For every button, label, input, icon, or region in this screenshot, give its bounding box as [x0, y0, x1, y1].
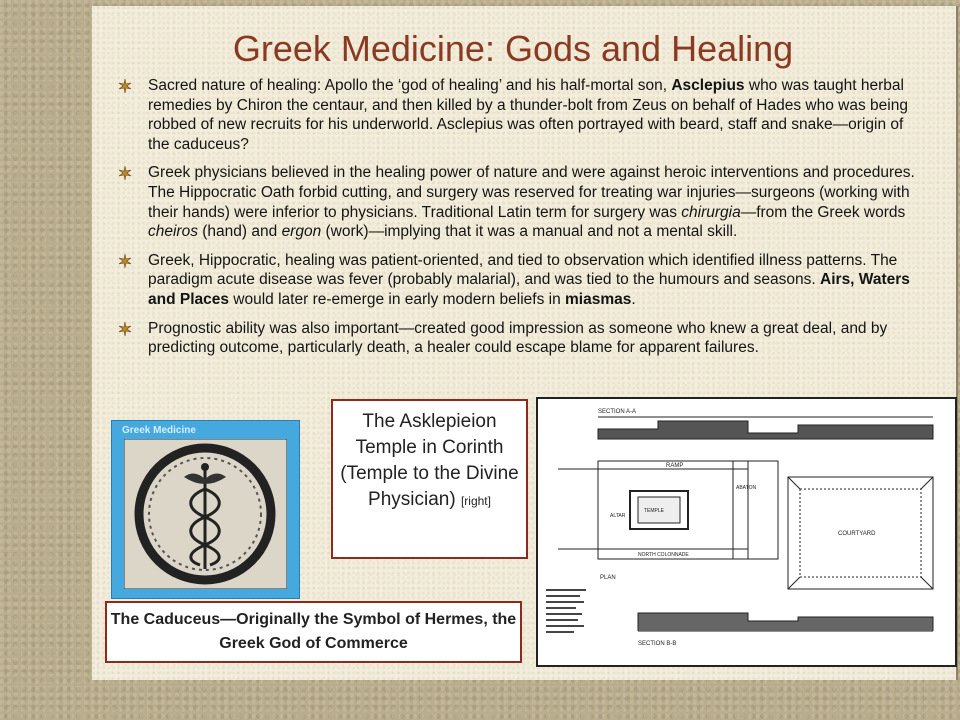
caduceus-image	[111, 420, 300, 599]
bullet-text: Greek, Hippocratic, healing was patient-oriented, and tied to observation which identified illness patterns. The paradigm acute disease was fever (probably malarial), and was tied to the humours and seasons. Airs, Waters and Places would later re-emerge in early modern beliefs in miasmas.	[148, 251, 910, 308]
bold-term: miasmas	[565, 290, 632, 308]
bold-term: Airs, Waters and Places	[148, 271, 910, 308]
caduceus-icon	[124, 439, 287, 589]
plan-label-ramp: RAMP	[666, 463, 684, 469]
plan-label-north-colonnade: NORTH COLONNADE	[638, 552, 689, 558]
flourish-bullet-icon	[118, 322, 132, 336]
slide-title: Greek Medicine: Gods and Healing	[232, 28, 794, 69]
plan-label-section-a: SECTION A-A	[598, 409, 637, 415]
flourish-bullet-icon	[118, 254, 132, 268]
bullet-item	[116, 76, 916, 154]
bold-term: Asclepius	[671, 77, 745, 94]
italic-term: ergon	[281, 223, 322, 241]
flourish-bullet-icon	[118, 166, 132, 180]
bullet-text: Prognostic ability was also important—created good impression as someone who knew a great deal, and by predicting outcome, particularly death, a healer could escape blame for apparent failures.	[148, 319, 888, 357]
plan-label-plan: PLAN	[600, 575, 616, 581]
temple-caption	[331, 399, 528, 559]
temple-plan-icon	[538, 399, 955, 665]
bullet-item	[116, 319, 916, 358]
italic-term: cheiros	[148, 223, 198, 241]
bullet-text: Greek physicians believed in the healing power of nature and were against heroic interventions and procedures. The Hippocratic Oath forbid cutting, and surgery was reserved for treating war injuries—surgeons (working with their hands) were inferior to physicians. Traditional Latin term for surgery was chirurgia—from the Greek words cheiros (hand) and ergon (work)—implying that it was a manual and not a mental skill.	[148, 164, 915, 241]
bullet-item	[116, 163, 916, 241]
temple-plan-drawing	[536, 397, 957, 667]
plan-label-section-b: SECTION B-B	[638, 641, 677, 647]
plan-label-temple: TEMPLE	[644, 508, 665, 514]
flourish-bullet-icon	[118, 79, 132, 93]
image-label: Greek Medicine	[122, 425, 196, 436]
bullet-text: Sacred nature of healing: Apollo the ‘god of healing’ and his half-mortal son, Asclepius who was taught herbal remedies by Chiron the centaur, and then killed by a thunder-bolt from Zeus on behalf of Hades who was being robbed of new recruits for his underworld. Asclepius was often portrayed with beard, staff and snake—origin of the caduceus?	[148, 77, 908, 153]
temple-caption-text: The Asklepieion Temple in Corinth (Temple to the Divine Physician)	[340, 411, 519, 510]
temple-caption-note: [right]	[460, 494, 491, 508]
plan-label-abaton: ABATON	[736, 485, 757, 491]
bullet-list	[116, 76, 916, 367]
caduceus-caption: The Caduceus—Originally the Symbol of Hermes, the Greek God of Commerce	[105, 601, 522, 663]
italic-term: chirurgia	[681, 203, 741, 221]
bullet-item	[116, 251, 916, 310]
plan-label-courtyard: COURTYARD	[838, 531, 876, 537]
plan-label-altar: ALTAR	[610, 513, 626, 519]
